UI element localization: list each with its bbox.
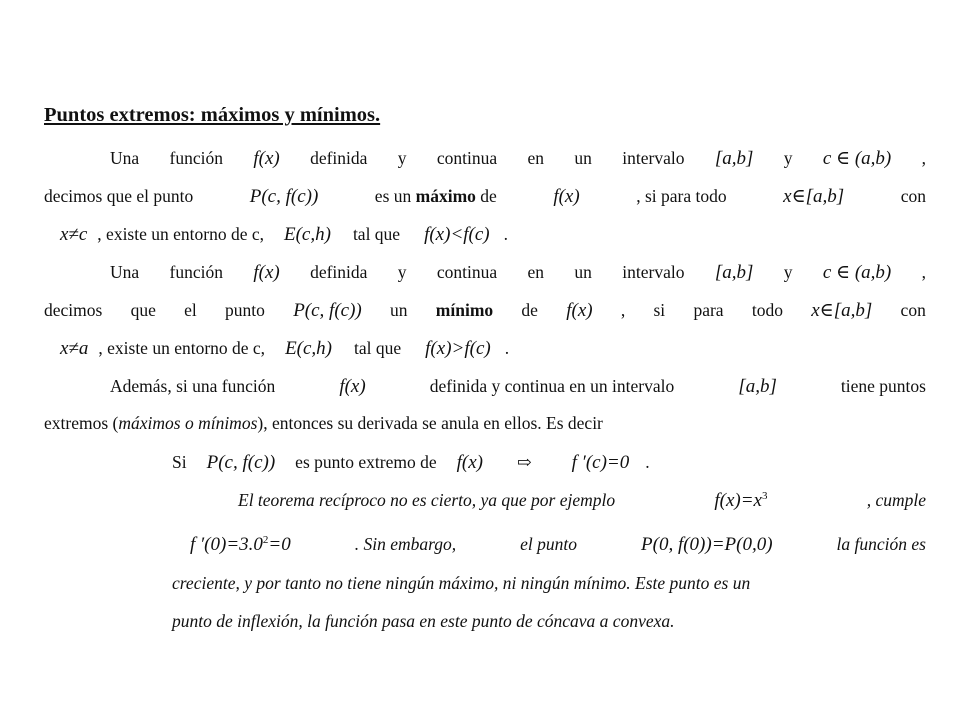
italic-phrase: la función es bbox=[836, 534, 926, 554]
text-phrase: ), entonces su derivada se anula en ellos. Es decir bbox=[257, 413, 603, 433]
math-exponent: 2 bbox=[262, 534, 269, 547]
math-inequality: f(x)>f(c) bbox=[425, 338, 491, 359]
math-fx: f(x) bbox=[456, 452, 483, 473]
min-def-line-3 bbox=[44, 336, 942, 360]
theorem-line-3 bbox=[172, 571, 926, 595]
text-word: Una bbox=[110, 148, 140, 168]
text-phrase: extremos ( bbox=[44, 413, 119, 433]
math-c-in-interval: c ∈ (a,b) bbox=[822, 148, 892, 169]
italic-phrase: . Sin embargo, bbox=[354, 534, 457, 554]
min-def-line-1 bbox=[44, 260, 926, 284]
text-phrase: Además, si una función bbox=[110, 376, 276, 396]
text-word: un bbox=[574, 148, 592, 168]
additional-line-2 bbox=[44, 411, 926, 435]
text-word: intervalo bbox=[622, 148, 685, 168]
math-fx: f(x) bbox=[566, 300, 593, 321]
italic-phrase: punto de inflexión, la función pasa en este punto de cóncava a convexa. bbox=[172, 611, 675, 631]
text-word: un bbox=[390, 300, 408, 320]
math-derivative-zero: f ′(c)=0 bbox=[571, 452, 630, 473]
italic-phrase: , cumple bbox=[866, 490, 926, 510]
text-word: en bbox=[527, 262, 545, 282]
text-word: continua bbox=[436, 148, 498, 168]
math-interval: [a,b] bbox=[714, 262, 754, 283]
additional-line-1 bbox=[44, 374, 926, 398]
text-word: definida bbox=[310, 148, 368, 168]
text-word: todo bbox=[751, 300, 783, 320]
text-punct: . bbox=[645, 452, 650, 472]
text-punct: , bbox=[921, 262, 926, 282]
text-word: y bbox=[397, 262, 407, 282]
text-word: el bbox=[184, 300, 197, 320]
theorem-line-2 bbox=[190, 532, 926, 556]
math-neighborhood: E(c,h) bbox=[285, 338, 333, 359]
max-def-line-2 bbox=[44, 184, 926, 208]
min-def-line-2 bbox=[44, 298, 926, 322]
text-word: de bbox=[480, 186, 497, 206]
text-phrase: , existe un entorno de c, bbox=[97, 224, 264, 244]
text-word: y bbox=[397, 148, 407, 168]
text-word: de bbox=[521, 300, 538, 320]
text-word: con bbox=[900, 300, 926, 320]
math-x-neq-a: x≠a bbox=[60, 338, 89, 359]
text-word: y bbox=[783, 262, 793, 282]
text-word: que bbox=[130, 300, 156, 320]
text-phrase: tal que bbox=[354, 338, 402, 358]
text-word: Si bbox=[172, 452, 187, 472]
text-word: continua bbox=[436, 262, 498, 282]
text-punct: . bbox=[504, 338, 510, 358]
text-word: y bbox=[783, 148, 793, 168]
theorem-line-4 bbox=[172, 609, 926, 633]
math-interval: [a,b] bbox=[738, 376, 777, 397]
text-phrase: , existe un entorno de c, bbox=[98, 338, 266, 358]
text-word: punto bbox=[225, 300, 265, 320]
math-inequality: f(x)<f(c) bbox=[424, 224, 490, 245]
math-fx: f(x) bbox=[253, 262, 280, 283]
text-word: un bbox=[574, 262, 592, 282]
text-phrase: es un bbox=[374, 186, 412, 206]
italic-phrase: El teorema recíproco no es cierto, ya que por ejemplo bbox=[238, 490, 616, 510]
math-fx: f(x) bbox=[253, 148, 280, 169]
section-heading: Puntos extremos: máximos y mínimos. bbox=[44, 104, 381, 126]
text-word: definida bbox=[310, 262, 368, 282]
math-point-p: P(c, f(c)) bbox=[249, 186, 319, 207]
math-point-p: P(c, f(c)) bbox=[206, 452, 276, 473]
text-punct: . bbox=[503, 224, 509, 244]
text-phrase: es punto extremo de bbox=[295, 452, 437, 472]
max-def-line-3 bbox=[44, 222, 942, 246]
text-phrase: tal que bbox=[352, 224, 401, 244]
implication-line bbox=[172, 450, 872, 474]
text-punct: , bbox=[921, 148, 926, 168]
math-point-p: P(c, f(c)) bbox=[293, 300, 362, 321]
bold-minimo: mínimo bbox=[435, 300, 494, 320]
italic-phrase: el punto bbox=[520, 534, 578, 554]
math-exponent: 3 bbox=[761, 490, 768, 503]
math-point-origin: P(0, f(0))=P(0,0) bbox=[641, 534, 773, 555]
text-word: Una bbox=[110, 262, 140, 282]
text-word: en bbox=[527, 148, 545, 168]
text-word: función bbox=[169, 148, 223, 168]
math-x-neq-c: x≠c bbox=[60, 224, 88, 245]
math-neighborhood: E(c,h) bbox=[283, 224, 331, 245]
text-word: intervalo bbox=[622, 262, 685, 282]
italic-phrase: creciente, y por tanto no tiene ningún máximo, ni ningún mínimo. Este punto es un bbox=[172, 573, 751, 593]
theorem-line-1 bbox=[238, 488, 926, 512]
math-x-in-interval: x∈[a,b] bbox=[811, 300, 873, 321]
text-phrase: , si para todo bbox=[636, 186, 727, 206]
text-phrase: decimos que el punto bbox=[44, 186, 194, 206]
italic-phrase: máximos o mínimos bbox=[118, 413, 258, 433]
text-word: función bbox=[169, 262, 223, 282]
text-word: con bbox=[900, 186, 926, 206]
text-punct: , bbox=[620, 300, 626, 320]
implies-arrow-icon: ⇨ bbox=[516, 452, 532, 472]
math-c-in-interval: c ∈ (a,b) bbox=[822, 262, 892, 283]
math-interval: [a,b] bbox=[714, 148, 754, 169]
text-phrase: tiene puntos bbox=[840, 376, 926, 396]
text-phrase: definida y continua en un intervalo bbox=[429, 376, 675, 396]
math-fx-equals-x-cubed: f(x)=x bbox=[714, 490, 762, 511]
bold-maximo: máximo bbox=[415, 186, 476, 206]
max-def-line-1 bbox=[44, 146, 926, 170]
math-fx: f(x) bbox=[553, 186, 580, 207]
math-equals-zero: =0 bbox=[268, 534, 291, 555]
math-fx: f(x) bbox=[339, 376, 366, 397]
math-x-in-interval: x∈[a,b] bbox=[783, 186, 845, 207]
text-word: para bbox=[693, 300, 724, 320]
text-word: si bbox=[653, 300, 666, 320]
text-word: decimos bbox=[44, 300, 103, 320]
math-derivative-at-zero: f ′(0)=3.0 bbox=[190, 534, 263, 555]
